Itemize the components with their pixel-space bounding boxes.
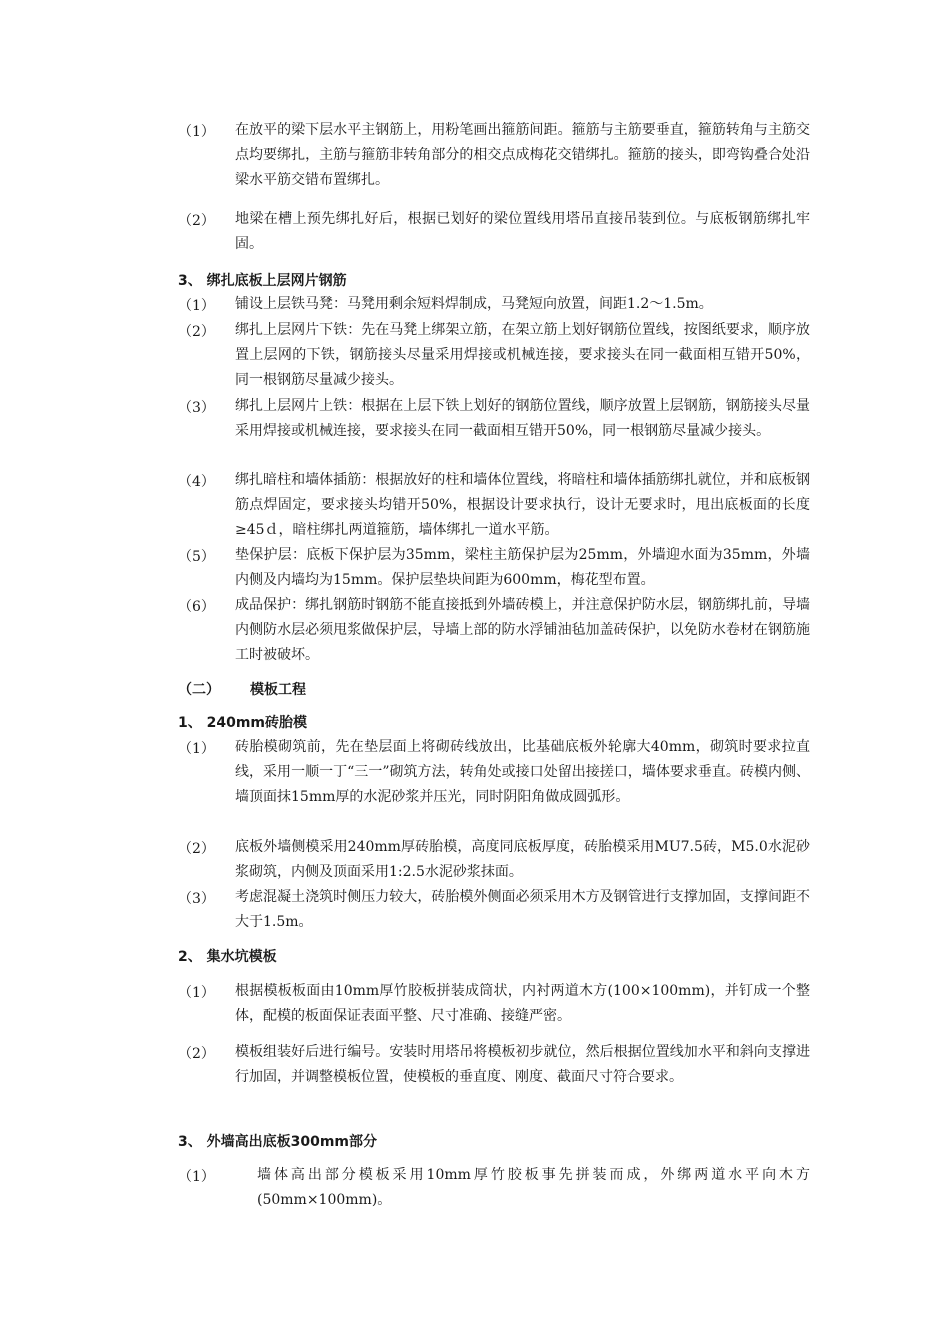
item-text: 绑扎暗柱和墙体插筋：根据放好的柱和墙体位置线，将暗柱和墙体插筋绑扎就位，并和底板钢筋点焊固定，要求接头均错开50%，根据设计要求执行，设计无要求时，甩出底板面的长度≥45ｄ，暗柱绑扎两道箍筋，墙体绑扎一道水平筋。 <box>235 472 810 538</box>
item-text: 地梁在槽上预先绑扎好后，根据已划好的梁位置线用塔吊直接吊装到位。与底板钢筋绑扎牢固。 <box>235 211 810 252</box>
item-number: （1） <box>178 985 215 1001</box>
section-title: 1、 240mm砖胎模 <box>178 715 308 731</box>
item-text: 墙体高出部分模板采用10mm厚竹胶板事先拼装而成，外绑两道水平向木方(50mm×100mm)。 <box>257 1167 810 1208</box>
item-number: （5） <box>178 549 215 565</box>
part-title: 模板工程 <box>250 682 306 698</box>
section-title: 3、 绑扎底板上层网片钢筋 <box>178 273 347 289</box>
item-text: 垫保护层：底板下保护层为35mm，梁柱主筋保护层为25mm，外墙迎水面为35mm，外墙内侧及内墙均为15mm。保护层垫块间距为600mm，梅花型布置。 <box>235 547 810 588</box>
item-text: 成品保护：绑扎钢筋时钢筋不能直接抵到外墙砖模上，并注意保护防水层，钢筋绑扎前，导墙内侧防水层必须甩浆做保护层，导墙上部的防水浮铺油毡加盖砖保护，以免防水卷材在钢筋施工时被破坏。 <box>235 597 810 663</box>
item-text: 绑扎上层网片下铁：先在马凳上绑架立筋，在架立筋上划好钢筋位置线，按图纸要求，顺序放置上层网的下铁，钢筋接头尽量采用焊接或机械连接，要求接头在同一截面相互错开50%，同一根钢筋尽量减少接头。 <box>235 322 810 388</box>
item-number: （2） <box>178 841 215 857</box>
item-text: 考虑混凝土浇筑时侧压力较大，砖胎模外侧面必须采用木方及钢管进行支撑加固，支撑间距不大于1.5m。 <box>235 889 810 930</box>
item-text: 模板组装好后进行编号。安装时用塔吊将模板初步就位，然后根据位置线加水平和斜向支撑进行加固，并调整模板位置，使模板的垂直度、刚度、截面尺寸符合要求。 <box>235 1044 810 1085</box>
item-number: （4） <box>178 474 215 490</box>
item-number: （6） <box>178 599 215 615</box>
item-text: 绑扎上层网片上铁：根据在上层下铁上划好的钢筋位置线，顺序放置上层钢筋，钢筋接头尽量采用焊接或机械连接，要求接头在同一截面相互错开50%，同一根钢筋尽量减少接头。 <box>235 398 810 439</box>
item-number: （2） <box>178 213 215 229</box>
section-title: 3、 外墙高出底板300mm部分 <box>178 1134 378 1150</box>
item-text: 根据模板板面由10mm厚竹胶板拼装成筒状，内衬两道木方(100×100mm)，并钉成一个整体，配模的板面保证表面平整、尺寸准确、接缝严密。 <box>235 983 810 1024</box>
item-text: 底板外墙侧模采用240mm厚砖胎模，高度同底板厚度，砖胎模采用MU7.5砖，M5.0水泥砂浆砌筑，内侧及顶面采用1:2.5水泥砂浆抹面。 <box>235 839 810 880</box>
item-text: 在放平的梁下层水平主钢筋上，用粉笔画出箍筋间距。箍筋与主筋要垂直，箍筋转角与主筋交点均要绑扎，主筋与箍筋非转角部分的相交点成梅花交错绑扎。箍筋的接头，即弯钩叠合处沿梁水平筋交错布置绑扎。 <box>235 122 810 188</box>
item-number: （1） <box>178 298 215 314</box>
item-number: （3） <box>178 400 215 416</box>
item-number: （3） <box>178 891 215 907</box>
item-text: 砖胎模砌筑前，先在垫层面上将砌砖线放出，比基础底板外轮廓大40mm，砌筑时要求拉直线，采用一顺一丁“三一”砌筑方法，转角处或接口处留出接搓口，墙体要求垂直。砖模内侧、墙顶面抹15mm厚的水泥砂浆并压光，同时阴阳角做成圆弧形。 <box>235 739 810 805</box>
item-number: （1） <box>178 124 215 140</box>
item-text: 铺设上层铁马凳：马凳用剩余短料焊制成，马凳短向放置，间距1.2～1.5m。 <box>235 296 713 312</box>
part-number: （二） <box>178 682 220 698</box>
item-number: （2） <box>178 324 215 340</box>
item-number: （2） <box>178 1046 215 1062</box>
item-number: （1） <box>178 1169 215 1185</box>
section-title: 2、 集水坑模板 <box>178 949 277 965</box>
item-number: （1） <box>178 741 215 757</box>
